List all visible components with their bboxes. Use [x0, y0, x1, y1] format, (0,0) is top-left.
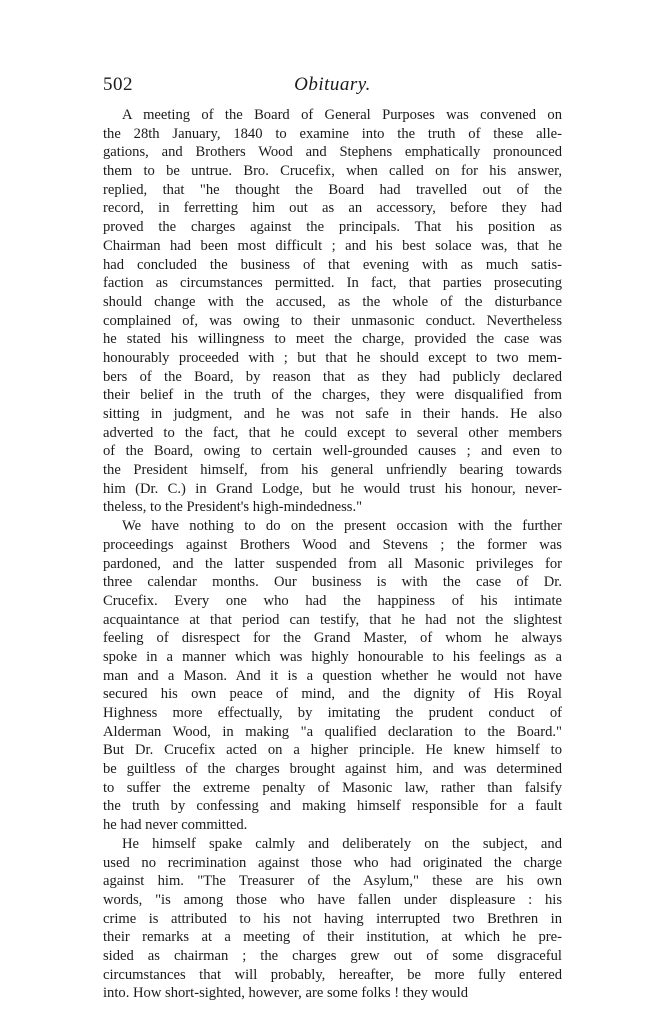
text-line: should change with the accused, as the whole of the disturbance: [103, 293, 562, 310]
text-line: he stated his willingness to meet the charge, provided the case was: [103, 331, 562, 348]
text-line: words, "is among those who have fallen under displeasure : his: [103, 891, 562, 908]
text-line: gations, and Brothers Wood and Stephens emphatically pronounced: [103, 144, 562, 161]
body-text: [103, 106, 562, 1003]
text-line: man and a Mason. And it is a question whether he would not have: [103, 667, 562, 684]
text-line: sided as chairman ; the charges grew out of some disgraceful: [103, 947, 562, 964]
text-line: crime is attributed to his not having interrupted two Brethren in: [103, 910, 562, 927]
paragraph-first-line: We have nothing to do on the present occasion with the further: [122, 518, 562, 535]
text-line: Chairman had been most difficult ; and his best solace was, that he: [103, 237, 562, 254]
text-line: proceedings against Brothers Wood and Stevens ; the former was: [103, 536, 562, 553]
text-line: to suffer the extreme penalty of Masonic law, rather than falsify: [103, 779, 562, 796]
text-line: be guiltless of the charges brought against him, and was determined: [103, 761, 562, 778]
text-line: adverted to the fact, that he could except to several other members: [103, 424, 562, 441]
page-header: [103, 74, 562, 100]
text-line: pardoned, and the latter suspended from all Masonic privileges for: [103, 555, 562, 572]
text-line: him (Dr. C.) in Grand Lodge, but he would trust his honour, never-: [103, 480, 562, 497]
text-line: used no recrimination against those who had originated the charge: [103, 854, 562, 871]
text-line: Crucefix. Every one who had the happiness of his intimate: [103, 592, 562, 609]
text-line: their remarks at a meeting of their institution, at which he pre-: [103, 929, 562, 946]
text-line: them to be untrue. Bro. Crucefix, when called on for his answer,: [103, 163, 562, 180]
text-line: had concluded the business of that evening with as much satis-: [103, 256, 562, 273]
text-line: of the Board, owing to certain well-grounded causes ; and even to: [103, 443, 562, 460]
text-line: sitting in judgment, and he was not safe in their hands. He also: [103, 406, 562, 422]
text-line: replied, that "he thought the Board had travelled out of the: [103, 181, 562, 198]
text-line: record, in ferretting him out as an accessory, before they had: [103, 200, 562, 217]
text-line: Alderman Wood, in making "a qualified declaration to the Board.": [103, 723, 562, 740]
text-line: secured his own peace of mind, and the dignity of His Royal: [103, 686, 562, 703]
text-line: faction as circumstances permitted. In fact, that parties prosecuting: [103, 275, 562, 292]
paragraph-first-line: A meeting of the Board of General Purposes was convened on: [122, 107, 562, 123]
running-head: Obituary.: [294, 74, 371, 95]
text-line: acquaintance at that period can testify, that he had not the slightest: [103, 611, 562, 628]
text-line: the 28th January, 1840 to examine into the truth of these alle-: [103, 125, 562, 142]
text-line: honourably proceeded with ; but that he should except to two mem-: [103, 349, 562, 366]
page-number: 502: [103, 74, 133, 95]
text-line: proved the charges against the principals. That his position as: [103, 219, 562, 236]
text-line: their belief in the truth of the charges, they were disqualified from: [103, 387, 562, 404]
text-line: bers of the Board, by reason that as they had publicly declared: [103, 368, 562, 385]
text-line: Highness more effectually, by imitating the prudent conduct of: [103, 705, 562, 721]
text-line: theless, to the President's high-mindedness.": [103, 499, 363, 516]
text-line: spoke in a manner which was highly honourable to his feelings as a: [103, 648, 562, 665]
text-line: against him. "The Treasurer of the Asylum," these are his own: [103, 873, 562, 890]
text-line: three calendar months. Our business is with the case of Dr.: [103, 574, 562, 591]
text-line: the President himself, from his general unfriendly bearing towards: [103, 462, 562, 479]
text-line: he had never committed.: [103, 817, 248, 834]
text-line: feeling of disrespect for the Grand Master, of whom he always: [103, 630, 562, 647]
text-line: complained of, was owing to their unmasonic conduct. Nevertheless: [103, 312, 562, 329]
text-line: circumstances that will probably, hereafter, be more fully entered: [103, 966, 562, 983]
text-line: But Dr. Crucefix acted on a higher principle. He knew himself to: [103, 742, 562, 759]
text-line: the truth by confessing and making himself responsible for a fault: [103, 798, 562, 815]
text-line: into. How short-sighted, however, are some folks ! they would: [103, 985, 469, 1002]
paragraph-first-line: He himself spake calmly and deliberately on the subject, and: [122, 835, 562, 852]
